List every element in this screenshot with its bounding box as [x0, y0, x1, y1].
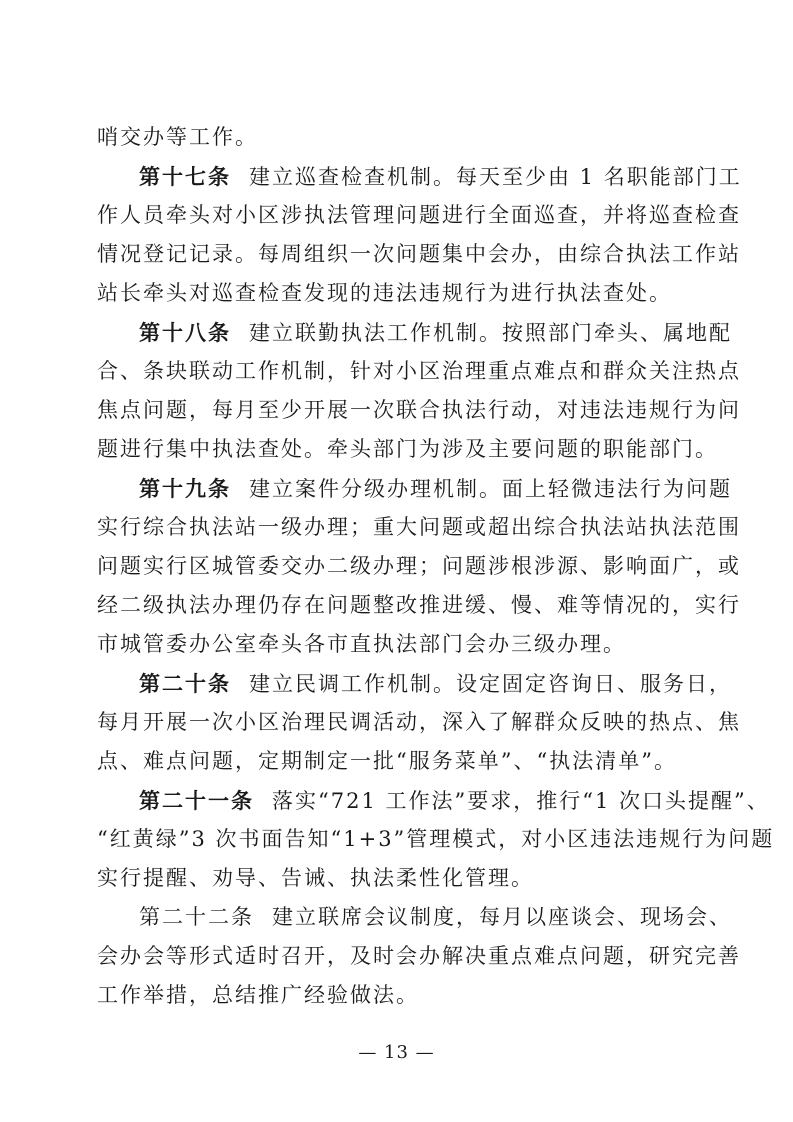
line-text: 实行综合执法站一级办理；重大问题或超出综合执法站执法范围: [97, 515, 741, 539]
line-text: 建立案件分级办理机制。面上轻微违法行为问题: [249, 477, 732, 501]
line-text: 焦点问题，每月至少开展一次联合执法行动，对违法违规行为问: [97, 398, 741, 422]
line-text: 建立民调工作机制。设定固定咨询日、服务日，: [249, 672, 732, 696]
text-line: [97, 547, 741, 586]
text-line: [97, 703, 741, 742]
text-line: [97, 235, 741, 274]
line-text: 建立联席会议制度，每月以座谈会、现场会、: [272, 905, 732, 929]
text-line: [97, 898, 732, 937]
text-line: [97, 820, 775, 859]
text-line: [97, 976, 702, 1015]
line-text: 每月开展一次小区治理民调活动，深入了解群众反映的热点、焦: [97, 710, 741, 734]
text-line: [97, 469, 732, 508]
article-number: 第二十条: [139, 671, 231, 696]
text-line: [97, 937, 741, 976]
line-text: 点、难点问题，定期制定一批“服务菜单”、“执法清单”。: [97, 749, 677, 773]
text-line: [97, 508, 741, 547]
text-line: [97, 313, 732, 352]
text-line: [97, 391, 741, 430]
text-line: [97, 157, 742, 196]
line-text: 工作举措，总结推广经验做法。: [97, 983, 419, 1007]
line-text: 站长牵头对巡查检查发现的违法违规行为进行执法查处。: [97, 281, 672, 305]
text-line: [97, 274, 702, 313]
article-number: 第二十一条: [139, 788, 254, 813]
article-number: 第十九条: [139, 476, 231, 501]
line-text: 情况登记记录。每周组织一次问题集中会办，由综合执法工作站: [97, 242, 741, 266]
line-text: 建立巡查检查机制。每天至少由 1 名职能部门工: [249, 165, 742, 189]
text-line: [97, 586, 741, 625]
text-line: [97, 664, 732, 703]
text-line: [97, 625, 702, 664]
line-text: 作人员牵头对小区涉执法管理问题进行全面巡查，并将巡查检查: [97, 203, 741, 227]
article-number: 第二十二条: [139, 905, 254, 929]
line-text: 实行提醒、劝导、告诫、执法柔性化管理。: [97, 866, 534, 890]
text-line: [97, 430, 718, 469]
text-line: [97, 859, 702, 898]
text-line: [97, 118, 702, 157]
line-text: 题进行集中执法查处。牵头部门为涉及主要问题的职能部门。: [97, 437, 718, 461]
line-text: 市城管委办公室牵头各市直执法部门会办三级办理。: [97, 632, 626, 656]
line-text: 哨交办等工作。: [97, 125, 258, 149]
text-line: [97, 742, 702, 781]
body-text: [97, 118, 775, 1015]
line-text: 合、条块联动工作机制，针对小区治理重点难点和群众关注热点: [97, 359, 741, 383]
article-number: 第十七条: [139, 164, 231, 189]
article-number: 第十八条: [139, 320, 231, 345]
line-text: 经二级执法办理仍存在问题整改推进缓、慢、难等情况的，实行: [97, 593, 741, 617]
line-text: 建立联勤执法工作机制。按照部门牵头、属地配: [249, 321, 732, 345]
line-text: 会办会等形式适时召开，及时会办解决重点难点问题，研究完善: [97, 944, 741, 968]
text-line: [97, 352, 741, 391]
line-text: 落实“721 工作法”要求，推行“1 次口头提醒”、: [272, 789, 770, 813]
line-text: 问题实行区城管委交办二级办理；问题涉根涉源、影响面广，或: [97, 554, 741, 578]
text-line: [97, 196, 741, 235]
text-line: [97, 781, 770, 820]
line-text: “红黄绿”3 次书面告知“1+3”管理模式，对小区违法违规行为问题: [97, 827, 775, 851]
page-number: — 13 —: [358, 1042, 435, 1063]
